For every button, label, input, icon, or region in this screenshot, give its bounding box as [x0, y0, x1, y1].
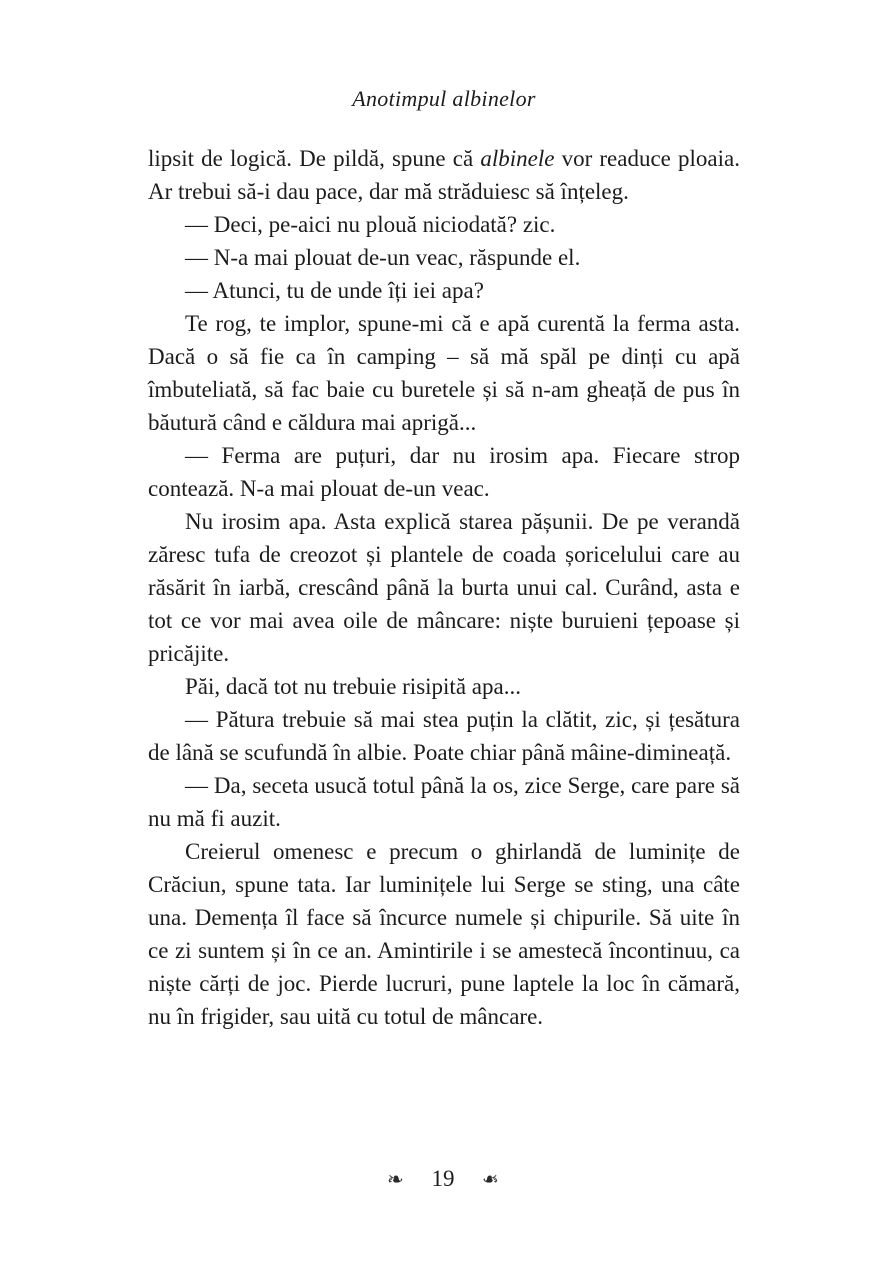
paragraph-text: — Ferma are puțuri, dar nu irosim apa. Fiecare strop contează. N-a mai plouat de-un veac.: [148, 443, 740, 501]
page-body: [148, 142, 740, 1033]
paragraph: [148, 670, 740, 703]
fleuron-right-icon: ❧: [482, 1167, 500, 1191]
paragraph-italic-text: albinele: [480, 146, 555, 171]
paragraph-text: Nu irosim apa. Asta explică starea pășunii. De pe verandă zăresc tufa de creozot și plantele de coada șoricelului care au răsărit în iarbă, crescând până la burta unui cal. Curând, asta e tot ce vor mai avea oile de mâncare: niște buruieni țepoase și pricăjite.: [148, 509, 740, 666]
paragraph-text: Te rog, te implor, spune-mi că e apă curentă la ferma asta. Dacă o să fie ca în camping – să mă spăl pe dinți cu apă îmbuteliată, să fac baie cu buretele și să n-am gheață de pus în băutură când e căldura mai aprigă...: [148, 311, 740, 435]
paragraph-text: Creierul omenesc e precum o ghirlandă de luminițe de Crăciun, spune tata. Iar luminițele lui Serge se sting, una câte una. Demența îl face să încurce numele și chipurile. Să uite în ce zi suntem și în ce an. Amintirile i se amestecă încontinuu, ca niște cărți de joc. Pierde lucruri, pune laptele la loc în cămară, nu în frigider, sau uită cu totul de mâncare.: [148, 839, 740, 1029]
paragraph-text: vor readuce ploaia. Ar trebui să-i dau pace, dar mă străduiesc să înțeleg.: [148, 146, 740, 204]
paragraph: [148, 274, 740, 307]
paragraph: [148, 769, 740, 835]
paragraph-text: — Deci, pe-aici nu plouă niciodată? zic.: [185, 212, 556, 237]
paragraph: [148, 835, 740, 1033]
paragraph: [148, 703, 740, 769]
paragraph-text: — Atunci, tu de unde îți iei apa?: [185, 278, 484, 303]
paragraph: [148, 208, 740, 241]
paragraph: [148, 505, 740, 670]
paragraph: [148, 439, 740, 505]
paragraph-text: — N-a mai plouat de-un veac, răspunde el.: [185, 245, 581, 270]
paragraph-text: — Da, seceta usucă totul până la os, zice Serge, care pare să nu mă fi auzit.: [148, 773, 740, 831]
page-footer: [0, 1164, 886, 1192]
page-number: 19: [431, 1166, 455, 1191]
paragraph: [148, 307, 740, 439]
paragraph: [148, 241, 740, 274]
running-title: Anotimpul albinelor: [352, 86, 536, 111]
paragraph-text: Păi, dacă tot nu trebuie risipită apa...: [185, 674, 521, 699]
paragraph: [148, 142, 740, 208]
paragraph-text: lipsit de logică. De pildă, spune că: [148, 146, 481, 171]
fleuron-left-icon: ❧: [386, 1167, 404, 1191]
paragraph-text: — Pătura trebuie să mai stea puțin la clătit, zic, și țesătura de lână se scufundă în albie. Poate chiar până mâine-dimineață.: [148, 707, 740, 765]
